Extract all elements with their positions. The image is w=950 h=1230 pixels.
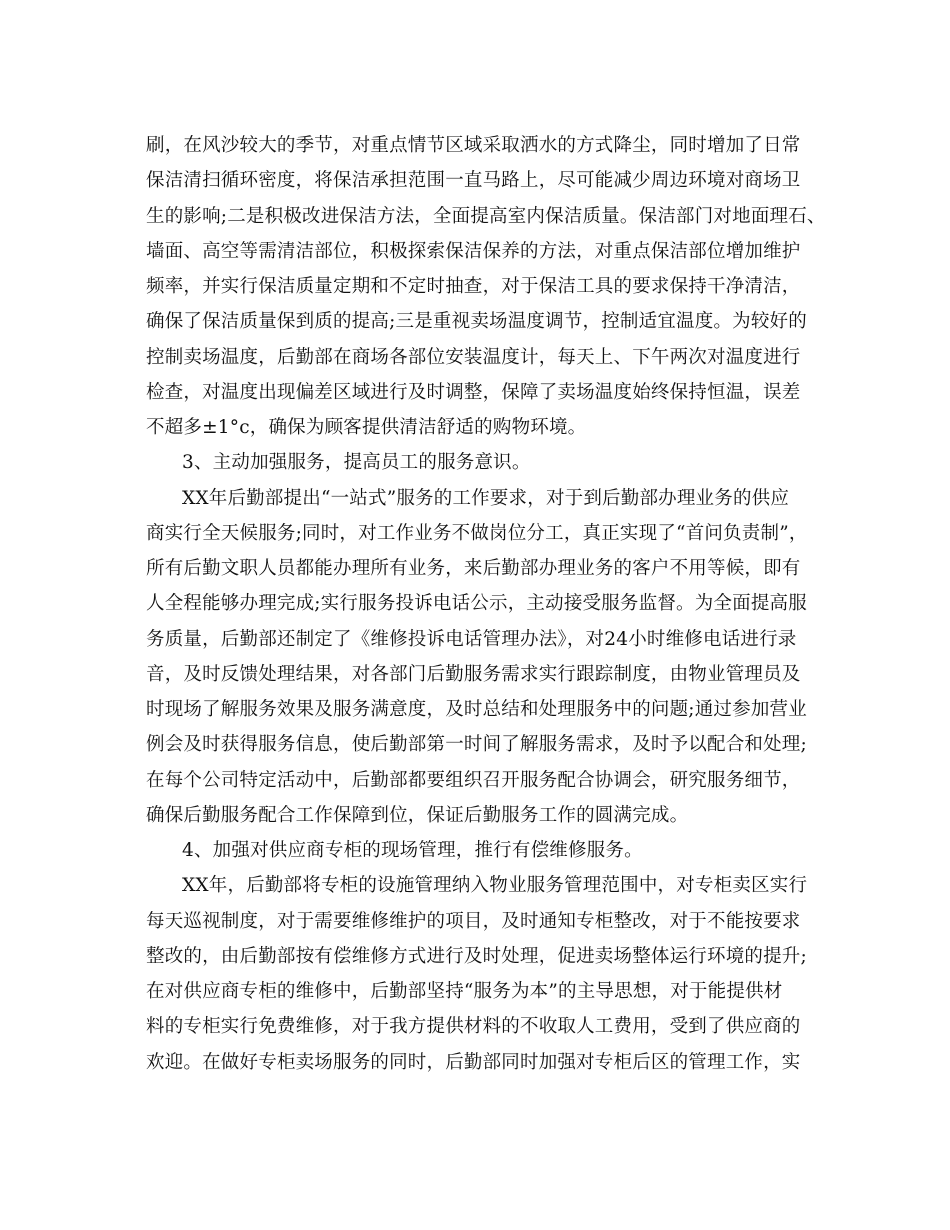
text-line: 整改的，由后勤部按有偿维修方式进行及时处理，促进卖场整体运行环境的提升; [146, 945, 807, 967]
text-line: 料的专柜实行免费维修，对于我方提供材料的不收取人工费用，受到了供应商的 [146, 1016, 801, 1038]
text-line: 刷，在风沙较大的季节，对重点情节区域采取洒水的方式降尘，同时增加了日常 [146, 135, 801, 156]
text-line: 生的影响;二是积极改进保洁方法，全面提高室内保洁质量。保洁部门对地面理石、 [146, 205, 826, 227]
text-line: XX年，后勤部将专柜的设施管理纳入物业服务管理范围中，对专柜卖区实行 [182, 875, 808, 897]
text-line: 频率，并实行保洁质量定期和不定时抽查，对于保洁工具的要求保持干净清洁， [146, 276, 801, 297]
text-line: 墙面、高空等需清洁部位，积极探索保洁保养的方法，对重点保洁部位增加维护 [146, 240, 801, 262]
text-line: 3、主动加强服务，提高员工的服务意识。 [182, 452, 531, 474]
text-line: 保洁清扫循环密度，将保洁承担范围一直马路上，尽可能减少周边环境对商场卫 [146, 170, 801, 192]
text-line: 控制卖场温度，后勤部在商场各部位安装温度计，每天上、下午两次对温度进行 [146, 346, 801, 368]
text-line: 在对供应商专柜的维修中，后勤部坚持“服务为本”的主导思想，对于能提供材 [146, 981, 783, 1002]
text-line: 所有后勤文职人员都能办理所有业务，来后勤部办理业务的客户不用等候，即有 [146, 558, 801, 579]
document-body [146, 128, 826, 1080]
text-line: 欢迎。在做好专柜卖场服务的同时，后勤部同时加强对专柜后区的管理工作，实 [146, 1051, 801, 1073]
text-line: 不超多±1°c，确保为顾客提供清洁舒适的购物环境。 [146, 417, 587, 438]
text-line: 确保后勤服务配合工作保障到位，保证后勤服务工作的圆满完成。 [146, 804, 689, 826]
text-line: 确保了保洁质量保到质的提高;三是重视卖场温度调节，控制适宜温度。为较好的 [146, 311, 807, 333]
text-line: 务质量，后勤部还制定了《维修投诉电话管理办法》，对24小时维修电话进行录 [146, 628, 797, 650]
text-line: 在每个公司特定活动中，后勤部都要组织召开服务配合协调会，研究服务细节， [146, 769, 801, 791]
text-line: 每天巡视制度，对于需要维修维护的项目，及时通知专柜整改，对于不能按要求 [146, 910, 801, 932]
text-line: 时现场了解服务效果及服务满意度，及时总结和处理服务中的问题;通过参加营业 [146, 699, 807, 720]
text-line: 商实行全天候服务;同时，对工作业务不做岗位分工，真正实现了“首问负责制”， [146, 522, 808, 544]
text-line: 4、加强对供应商专柜的现场管理，推行有偿维修服务。 [182, 840, 643, 861]
text-line: 检查，对温度出现偏差区域进行及时调整，保障了卖场温度始终保持恒温，误差 [146, 381, 801, 403]
text-line: XX年后勤部提出“一站式”服务的工作要求，对于到后勤部办理业务的供应 [182, 487, 790, 509]
text-line: 例会及时获得服务信息，使后勤部第一时间了解服务需求，及时予以配合和处理; [146, 734, 807, 756]
text-line: 音，及时反馈处理结果，对各部门后勤服务需求实行跟踪制度，由物业管理员及 [146, 663, 801, 685]
text-line: 人全程能够办理完成;实行服务投诉电话公示，主动接受服务监督。为全面提高服 [146, 593, 807, 615]
